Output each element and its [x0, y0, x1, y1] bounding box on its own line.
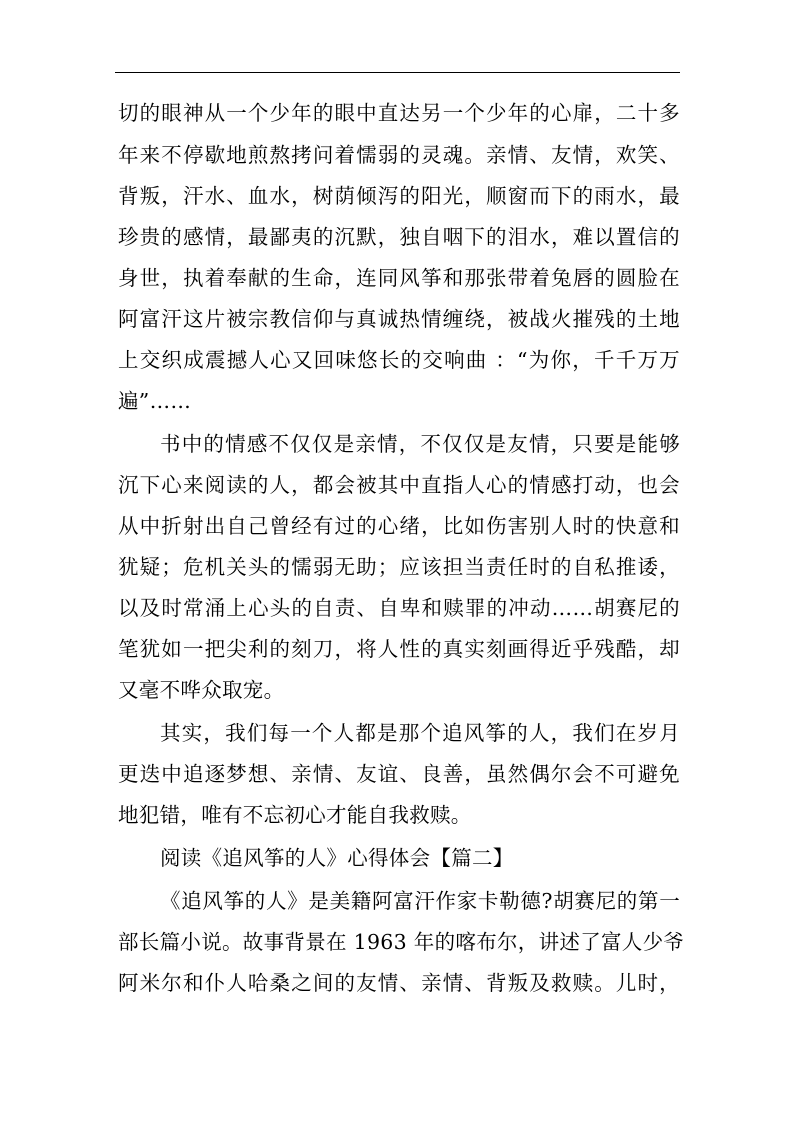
paragraph-first-line: 其实，我们每一个人都是那个追风筝的人，我们在岁月: [160, 721, 680, 745]
text-line: 遍”……: [118, 389, 192, 413]
text-line: 犹疑；危机关头的懦弱无助；应该担当责任时的自私推诿，: [118, 555, 680, 579]
text-line: 沉下心来阅读的人，都会被其中直指人心的情感打动，也会: [118, 473, 680, 497]
section-heading: 阅读《追风筝的人》心得体会【篇二】: [160, 846, 514, 870]
text-line: 上交织成震撼人心又回味悠长的交响曲 ：“为你，千千万万: [118, 348, 680, 372]
text-line: 更迭中追逐梦想、亲情、友谊、良善，虽然偶尔会不可避免: [118, 762, 680, 786]
text-line: 珍贵的感情，最鄙夷的沉默，独自咽下的泪水，难以置信的: [118, 225, 680, 249]
text-line: 以及时常涌上心头的自责、自卑和赎罪的冲动……胡赛尼的: [118, 596, 680, 620]
text-line: 笔犹如一把尖利的刻刀，将人性的真实刻画得近乎残酷，却: [118, 637, 680, 661]
text-line: 阿米尔和仆人哈桑之间的友情、亲情、背叛及救赎。儿时，: [118, 971, 680, 995]
text-line: 地犯错，唯有不忘初心才能自我救赎。: [118, 803, 472, 827]
paragraph-first-line: 书中的情感不仅仅是亲情，不仅仅是友情，只要是能够: [160, 432, 680, 456]
text-line: 身世，执着奉献的生命，连同风筝和那张带着兔唇的圆脸在: [118, 266, 680, 290]
text-line: 阿富汗这片被宗教信仰与真诚热情缠绕，被战火摧残的土地: [118, 307, 680, 331]
text-line: 年来不停歇地煎熬拷问着懦弱的灵魂。亲情、友情，欢笑、: [118, 143, 680, 167]
text-line: 背叛，汗水、血水，树荫倾泻的阳光，顺窗而下的雨水，最: [118, 184, 680, 208]
text-line: 部长篇小说。故事背景在 1963 年的喀布尔，讲述了富人少爷: [118, 930, 685, 954]
text-line: 切的眼神从一个少年的眼中直达另一个少年的心扉，二十多: [118, 101, 680, 125]
paragraph-first-line: 《追风筝的人》是美籍阿富汗作家卡勒德?胡赛尼的第一: [160, 889, 680, 913]
text-line: 又毫不哗众取宠。: [118, 678, 285, 702]
text-line: 从中折射出自己曾经有过的心绪，比如伤害别人时的快意和: [118, 514, 680, 538]
